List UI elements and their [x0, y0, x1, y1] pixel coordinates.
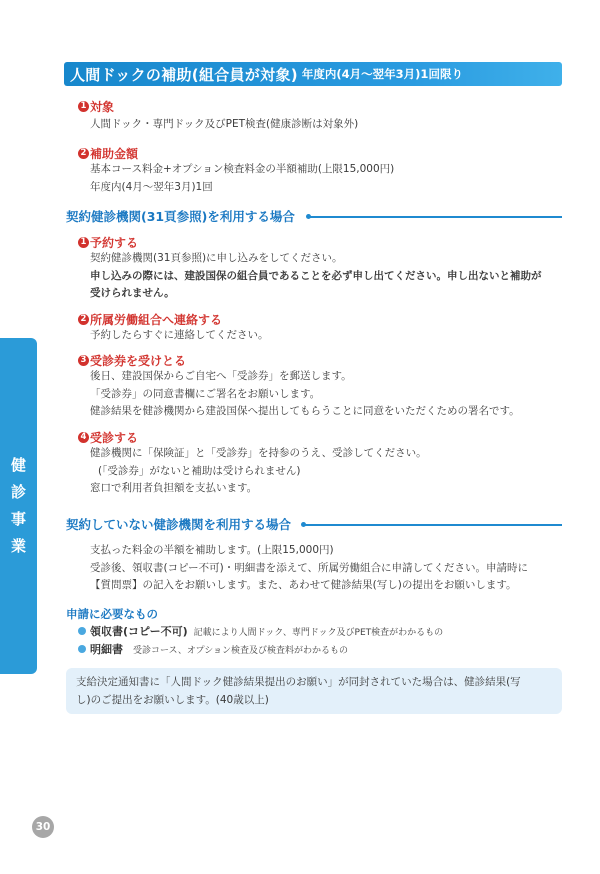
body-line: 予約したらすぐに連絡してください。 [90, 329, 269, 341]
body-line: 契約健診機関(31頁参照)に申し込みをしてください。 [90, 252, 343, 264]
page-title: 人間ドックの補助(組合員が対象) [70, 65, 298, 84]
requirement-name: 領収書(コピー不可) [90, 625, 188, 638]
note-box [66, 668, 562, 714]
body-line: 受けられません。 [90, 287, 175, 299]
body-line: 受診後、領収書(コピー不可)・明細書を添えて、所属労働組合に申請してください。申請時に [90, 561, 529, 574]
step-reserve-heading [78, 234, 138, 251]
body-line: (「受診券」がないと補助は受けられません) [98, 464, 301, 477]
requirement-desc: 受診コース、オプション検査及び検査料がわかるもの [133, 645, 349, 656]
step-heading-label: 受診する [90, 431, 139, 445]
step-visit-heading [78, 429, 138, 446]
body-line: 基本コース料金+オプション検査料金の半額補助(上限15,000円) [90, 163, 395, 175]
body-line: 健診機関に「保険証」と「受診券」を持参のうえ、受診してください。 [90, 447, 427, 459]
noncontracted-body [90, 542, 528, 595]
step-reserve-body [90, 250, 542, 303]
side-tab [0, 338, 37, 674]
page-number: 30 [32, 816, 54, 838]
section-heading-label: 対象 [90, 100, 115, 114]
heading-rule-dot [301, 522, 306, 527]
heading-rule [310, 216, 562, 218]
number-badge: 2 [78, 148, 89, 159]
body-line: 支払った料金の半額を補助します。(上限15,000円) [90, 544, 334, 556]
step-visit-body [90, 445, 427, 498]
body-line: 後日、建設国保からご自宅へ「受診券」を郵送します。 [90, 370, 352, 382]
body-line: 人間ドック・専門ドック及びPET検査(健康診断は対象外) [90, 118, 359, 130]
note-line: し)のご提出をお願いします。(40歳以上) [76, 694, 269, 706]
number-badge: 2 [78, 314, 89, 325]
requirements-heading: 申請に必要なもの [66, 607, 158, 621]
body-line: 年度内(4月～翌年3月)1回 [90, 180, 213, 193]
number-badge: 3 [78, 355, 89, 366]
number-badge: 1 [78, 101, 89, 112]
section-amount-body [90, 161, 394, 196]
body-line: 窓口で利用者負担額を支払います。 [90, 482, 258, 494]
heading-rule [305, 524, 562, 526]
section-heading-label: 補助金額 [90, 147, 139, 161]
body-line: 健診結果を健診機関から建設国保へ提出してもらうことに同意をいただくための署名です。 [90, 405, 520, 417]
step-contact-heading [78, 311, 222, 328]
noncontracted-heading: 契約していない健診機関を利用する場合 [66, 517, 292, 532]
section-target-body [90, 116, 358, 134]
requirement-item [78, 641, 348, 657]
requirement-desc: 記載により人間ドック、専門ドック及びPET検査がわかるもの [193, 627, 444, 638]
body-line: 申し込みの際には、建設国保の組合員であることを必ず申し出てください。申し出ないと補助が [90, 269, 542, 282]
step-heading-label: 所属労働組合へ連絡する [90, 313, 223, 327]
requirement-item [78, 623, 443, 639]
step-ticket-body [90, 368, 520, 421]
step-heading-label: 受診券を受けとる [90, 354, 187, 368]
side-tab-char: 業 [10, 537, 26, 555]
number-badge: 4 [78, 432, 89, 443]
body-line: 「受診券」の同意書欄にご署名をお願いします。 [90, 387, 321, 400]
step-contact-body [90, 327, 269, 345]
title-banner [64, 62, 562, 86]
side-tab-char: 事 [10, 510, 26, 528]
section-amount-heading [78, 145, 138, 162]
page-subtitle: 年度内(4月～翌年3月)1回限り [301, 67, 463, 81]
contracted-heading: 契約健診機関(31頁参照)を利用する場合 [66, 209, 295, 224]
bullet-icon [78, 627, 86, 635]
section-target-heading [78, 98, 114, 115]
side-tab-char: 診 [10, 483, 26, 501]
body-line: 【質問票】の記入をお願いします。また、あわせて健診結果(写し)の提出をお願いします。 [90, 579, 517, 591]
step-heading-label: 予約する [90, 236, 139, 250]
step-ticket-heading [78, 352, 186, 369]
bullet-icon [78, 645, 86, 653]
number-badge: 1 [78, 237, 89, 248]
side-tab-char: 健 [10, 456, 26, 474]
requirement-name: 明細書 [90, 643, 123, 656]
note-line: 支給決定通知書に「人間ドック健診結果提出のお願い」が同封されていた場合は、健診結果(写 [76, 676, 521, 688]
heading-rule-dot [306, 214, 311, 219]
